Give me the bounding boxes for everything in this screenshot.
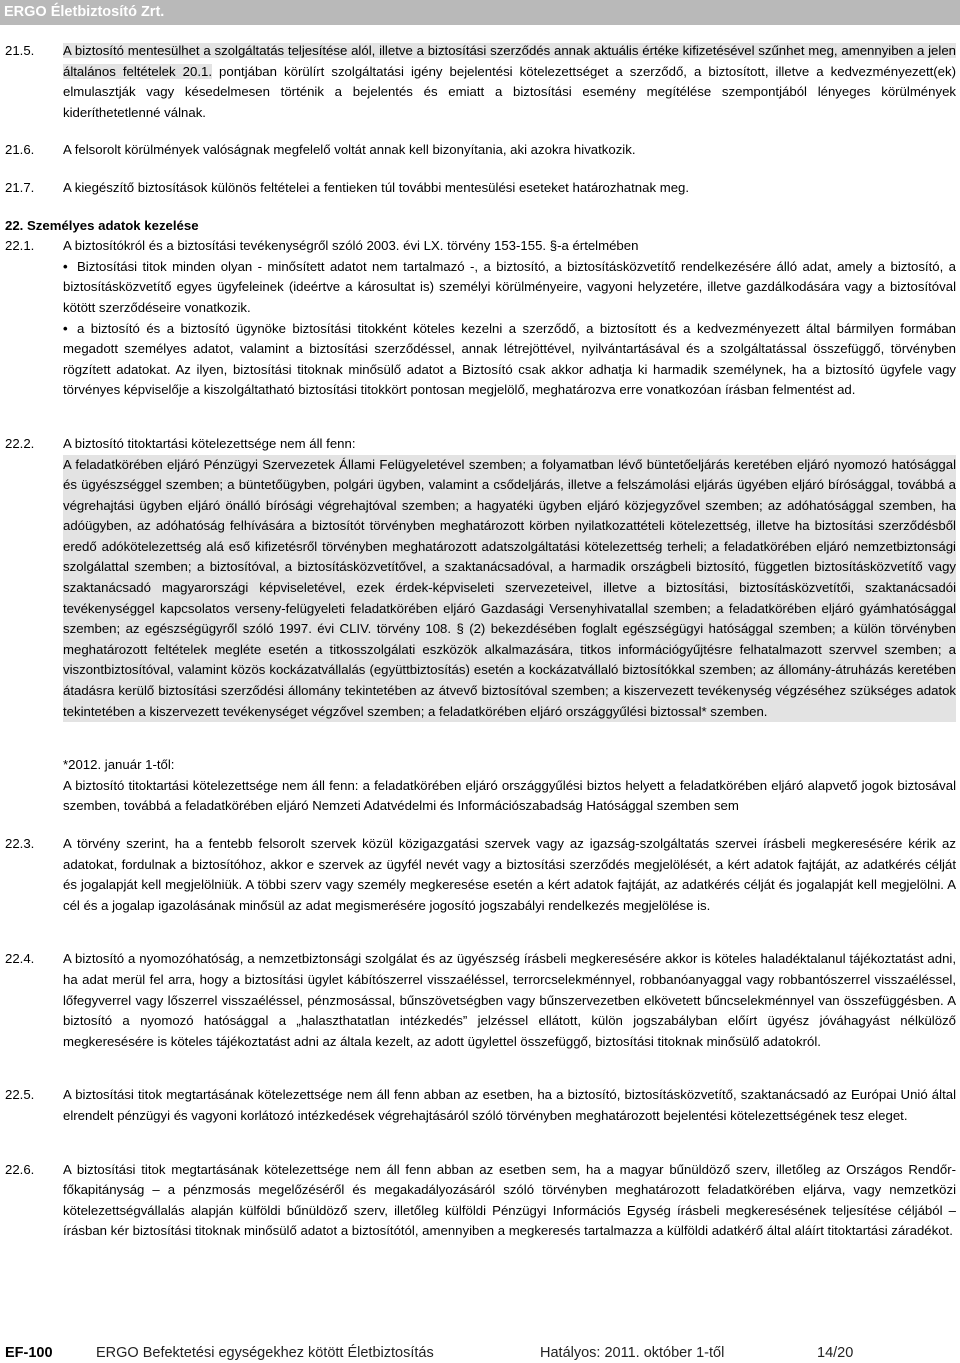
section-21-5 [5, 41, 956, 123]
document-body [5, 41, 956, 1242]
product-name: ERGO Befektetési egységekhez kötött Életbiztosítás [96, 1345, 434, 1361]
section-22-5 [5, 1085, 956, 1126]
section-number: 22.3. [5, 836, 35, 851]
section-number: 22.6. [5, 1161, 35, 1177]
highlighted-text: A biztosító mentesülhet a szolgáltatás teljesítése alól, illetve a biztosítási szerződés annak aktuális értéke kifizetésével szűnhet meg, amennyiben a jelen általános feltételek 20.1. [63, 43, 956, 79]
section-intro: A biztosítókról és a biztosítási tevékenységről szóló 2003. évi LX. törvény 153-155. §-a értelmében [63, 238, 639, 254]
section-text: A kiegészítő biztosítások különös feltételei a fentieken túl további mentesülési eseteket határozhatnak meg. [63, 179, 690, 195]
page-number: 14/20 [817, 1345, 854, 1361]
footnote-text: A biztosító titoktartási kötelezettsége nem áll fenn: a feladatkörében eljáró országgyűlési biztos helyett a feladatkörében eljáró alapvető jogok biztosával szemben, továbbá a feladatkörében eljáró Nemzeti Adatvédelmi és Információszabadság Hatósággal szemben sem [63, 777, 956, 814]
bullet-text: Biztosítási titok minden olyan - minősített adatot nem tartalmazó -, a biztosító, a biztosításközvetítő rendelkezésére álló adat, amely a biztosító, a biztosításközvetítő egyes ügyfeleinek (ideértve a károsultat is) személyi körülményeire, vagyoni helyzetére, illetve gazdálkodására vagy a biztosítóval kötött szerződéseire vonatkozik. [63, 258, 956, 315]
section-22-3 [5, 834, 956, 916]
section-text: A felsorolt körülmények valóságnak megfelelő voltát annak kell bizonyítania, aki azokra hivatkozik. [63, 142, 636, 158]
section-number: 22.1. [5, 238, 35, 254]
section-text: pontjában körülírt szolgáltatási igény bejelentési kötelezettséget a szerződő, a biztosított, illetve a kedvezményezett(ek) elmulasztják vagy késedelmesen történik a bejelentés és emiatt a biztosítási esemény megítélése szempontjából lényeges körülmények kideríthetetlenné válnak. [63, 63, 956, 120]
page-footer [0, 1343, 960, 1363]
validity-date: Hatályos: 2011. október 1-től [540, 1345, 725, 1361]
section-text: A biztosítási titok megtartásának kötelezettsége nem áll fenn abban az esetben sem, ha a magyar bűnüldöző szerv, illetőleg az Országos Rendőr-főkapitányság – a pénzmosás megelőzéséről és megakadályozásáról szóló törvényben meghatározott feladatkörében eljárva, vagy nemzetközi kötelezettségvállalás alapján külföldi bűnüldöző szerv, illetőleg külföldi Pénzügyi Információs Egység írásbeli megkeresésének teljesítése céljából – írásban kér biztosítási titoknak minősülő adatot a biztosítótól, amennyiben a megkeresés tartalmazza a külföldi adatkérő által aláírt titoktartási záradékot. [63, 1161, 956, 1239]
section-22-1 [5, 236, 956, 401]
bullet-item [63, 257, 956, 319]
section-22-6 [5, 1160, 956, 1242]
bullet-text: a biztosító és a biztosító ügynöke biztosítási titokként köteles kezelni a szerződő, a biztosított és a kedvezményezett által bármilyen formában megadott személyes adatot, valamint a biztosítási szerződéssel, annak létrejöttével, nyilvántartásával és a szolgáltatással összefüggő, törvényben rögzített adatokat. Az ilyen, biztosítási titoknak minősülő adatot a Biztosító csak akkor adhatja ki harmadik személynek, ha a biztosító ügyfele vagy törvényes képviselője a kiszolgáltatható biztosítási titokkört pontosan megjelölő, meghatározva erre vonatkozóan írásban felmentést ad. [63, 320, 956, 398]
bullet-icon: • [63, 320, 68, 336]
section-22-4 [5, 949, 956, 1052]
bullet-icon: • [63, 258, 68, 274]
document-code: EF-100 [5, 1345, 53, 1361]
section-text: A biztosító a nyomozóhatóság, a nemzetbiztonsági szolgálat és az ügyészség írásbeli megkeresésére akkor is köteles haladéktalanul tájékoztatást adni, ha adat merül fel arra, hogy a biztosítási ügylet kábítószerrel visszaéléssel, terrorcselekménnyel, robbanóanyaggal vagy robbantószerrel visszaéléssel, lőfegyverrel vagy lőszerrel visszaéléssel, pénzmosással, bűnszövetségben vagy bűnszervezetben elkövetett bűncselekménnyel van összefüggésben. A biztosító a nyomozó hatósággal a „halaszthatatlan intézkedés” jelzéssel ellátott, külön jogszabályban előírt ügyész jóváhagyást nélkülöző megkeresésére is köteles tájékoztatást adni az általa kezelt, az adott ügylettel összefüggő, biztosítási titoknak minősülő adatokról. [63, 951, 956, 1049]
chapter-heading: 22. Személyes adatok kezelése [5, 217, 199, 233]
section-number: 22.4. [5, 951, 35, 967]
section-22-2 [5, 434, 956, 817]
section-text: A biztosítási titok megtartásának kötelezettsége nem áll fenn abban az esetben, ha a biztosító, biztosításközvetítő, szaktanácsadó az Európai Unió által elrendelt pénzügyi és vagyoni korlátozó intézkedések végrehajtásáról szóló törvényben meghatározott bejelentési kötelezettségének tesz eleget. [63, 1087, 956, 1123]
highlighted-block: A feladatkörében eljáró Pénzügyi Szervezetek Állami Felügyeletével szemben; a folyamatban lévő büntetőeljárás keretében eljáró nyomozó hatósággal és ügyészséggel szemben; a büntetőügyben, polgári ügyben, valamint a csődeljárás, illetve a felszámolási eljárás ügyében eljáró bírósággal, továbbá a végrehajtási ügyben eljáró önálló bírósági végrehajtóval szemben; a hagyatéki ügyben eljáró közjegyzővel szemben; az adóhatósággal szemben, ha adóügyben, az adóhatóság felhívására a biztosítót törvényben meghatározott körben nyilatkozattételi kötelezettség, illetve ha biztosítási szerződésből eredő adókötelezettség alá eső kifizetésről törvényben meghatározott adatszolgáltatási kötelezettség terheli; a feladatkörében eljáró nemzetbiztonsági szolgálattal szemben; a biztosítóval, a biztosításközvetítővel, a szaktanácsadóval, a harmadik országbeli biztosító, független biztosításközvetítő vagy szaktanácsadó magyarországi képviseletével, ezek érdek-képviseleti szervezeteivel, illetve a biztosítási, biztosításközvetítői, szaktanácsadói tevékenységgel kapcsolatos verseny-felügyeleti feladatkörében eljáró Gazdasági Versenyhivatallal szemben; a feladatkörében eljáró gyámhatósággal szemben; az egészségügyről szóló 1997. évi CLIV. törvény 108. § (2) bekezdésében foglalt egészségügyi hatósággal szemben; a külön törvényben meghatározott feltételek megléte esetén a titkosszolgálati eszközök alkalmazására, titkos információgyűjtésre felhatalmazott szervvel szemben; a viszontbiztosítóval, valamint közös kockázatvállalás (együttbiztosítás) esetén a kockázatvállaló biztosítókkal szemben; az állomány-átruházás keretében átadásra kerülő biztosítási szerződési állomány tekintetében az átvevő biztosítóval szemben; a kiszervezett tevékenység végzéséhez szükséges adatok tekintetében a kiszervezett tevékenységet végzővel szemben; a feladatkörében eljáró országgyűlési biztossal* szemben. [63, 455, 956, 723]
bullet-item [63, 319, 956, 401]
company-name: ERGO Életbiztosító Zrt. [4, 4, 165, 20]
section-text: A törvény szerint, ha a fentebb felsorolt szervek közül közigazgatási szervek vagy az igazság-szolgáltatás szervei írásbeli megkeresésére kérik az adatokat, fordulnak a biztosítóhoz, akkor e szervek az ügyfél nevét vagy a biztosítási szerződés megjelölését, a kért adatok fajtáját, az adatkérés célját és jogalapját kell megjelölniük. A többi szerv vagy személy megkeresése esetén a kért adatok fajtáját, az adatkérés célját és jogalapját kell megjelölni. A cél és a jogalap igazolásának minősül az adat megismerésére jogosító jogszabályi rendelkezés megjelölése is. [63, 836, 956, 913]
section-number: 21.5. [5, 43, 35, 58]
section-21-6 [5, 140, 956, 161]
section-number: 21.7. [5, 179, 35, 195]
section-number: 22.2. [5, 435, 35, 451]
section-number: 22.5. [5, 1087, 35, 1103]
page-header [0, 0, 960, 25]
section-21-7 [5, 178, 956, 199]
section-number: 21.6. [5, 142, 35, 158]
footnote-label: *2012. január 1-től: [63, 757, 175, 773]
section-lead: A biztosító titoktartási kötelezettsége nem áll fenn: [63, 435, 356, 451]
